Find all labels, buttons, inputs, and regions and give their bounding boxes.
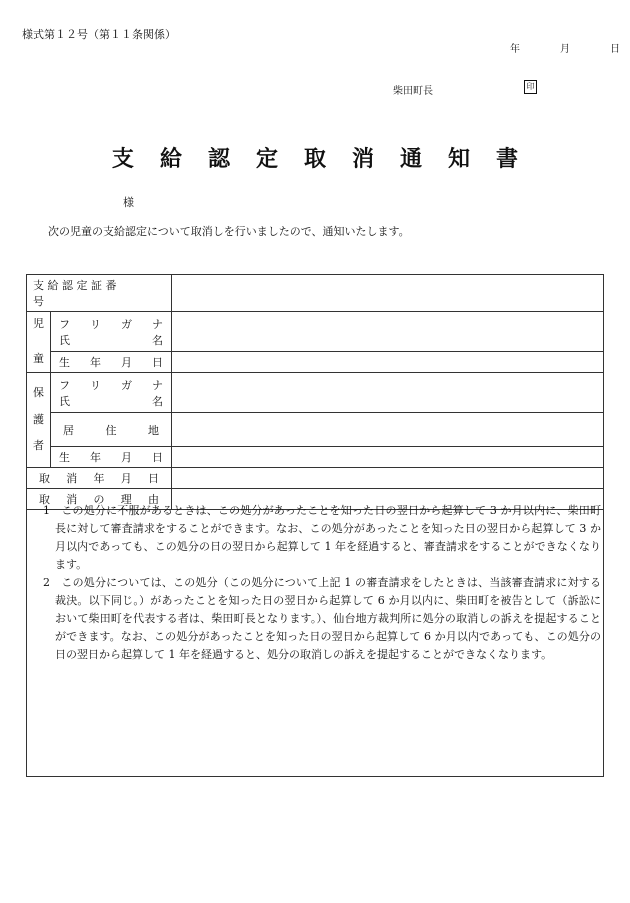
seal-mark: 印	[524, 80, 537, 94]
guardian-group-label: 保 護 者	[27, 373, 51, 468]
child-birth-label: 生 年 月 日	[51, 352, 172, 373]
form-number: 様式第１２号（第１１条関係）	[22, 28, 176, 41]
date-year-label: 年	[510, 44, 520, 55]
appeal-notes	[26, 500, 604, 777]
guardian-name-sub-label: 氏 名	[59, 394, 164, 408]
cancel-reason-label: 取 消 の 理 由	[27, 489, 172, 510]
title-char: 給	[159, 146, 182, 172]
title-char: 取	[303, 146, 326, 172]
addressee-suffix: 様	[123, 196, 134, 209]
guardian-name-value[interactable]	[172, 373, 604, 413]
guardian-furigana-label: フ リ ガ ナ	[59, 378, 163, 392]
document-title	[0, 142, 630, 173]
note-item: 1 この処分に不服があるときは、この処分があったことを知った日の翌日から起算して 3 か月以内に、柴田町長に対して審査請求をすることができます。なお、この処分があったことを知った日の翌日から起算して 3 か月以内であっても、この処分の日の翌日から起算して 1 年を経過すると、審査請求をすることができなくなります。	[43, 504, 601, 571]
child-furigana-label: フ リ ガ ナ	[59, 317, 163, 331]
note-item: 2 この処分については、この処分（この処分について上記 1 の審査請求をしたときは、当該審査請求に対する裁決。以下同じ。）があったことを知った日の翌日から起算して 6 か月以内に、柴田町を被告として（訴訟において柴田町を代表する者は、柴田町長となります。）、仙台地方裁判所に処分の取消しの訴えを提起することができます。なお、この処分があったことを知った日の翌日から起算して 6 か月以内であっても、この処分の日の翌日から起算して 1 年を経過すると、処分の取消しの訴えを提起することができなくなります。	[43, 576, 601, 661]
child-name-value[interactable]	[172, 312, 604, 352]
guardian-birth-value[interactable]	[172, 447, 604, 468]
title-char: 知	[448, 146, 471, 172]
guardian-name-label	[51, 373, 172, 413]
child-name-sub-label: 氏 名	[59, 333, 164, 347]
date-day-label: 日	[610, 44, 620, 55]
title-char: 通	[400, 146, 423, 172]
issue-date	[510, 40, 620, 55]
title-char: 書	[496, 146, 519, 172]
cert-number-label: 支 給 認 定 証 番 号	[27, 275, 172, 312]
intro-text: 次の児童の支給認定について取消しを行いましたので、通知いたします。	[48, 225, 410, 238]
child-birth-value[interactable]	[172, 352, 604, 373]
table-row	[27, 468, 604, 489]
child-group-label: 児 童	[27, 312, 51, 373]
table-row	[27, 275, 604, 312]
cancellation-table	[26, 274, 604, 510]
table-row	[27, 352, 604, 373]
title-char: 消	[352, 146, 375, 172]
cancel-date-value[interactable]	[172, 468, 604, 489]
child-name-label	[51, 312, 172, 352]
table-row	[27, 373, 604, 413]
guardian-address-value[interactable]	[172, 413, 604, 447]
issuer-name: 柴田町長	[393, 86, 433, 97]
table-row	[27, 413, 604, 447]
date-month-label: 月	[560, 44, 570, 55]
guardian-birth-label: 生 年 月 日	[51, 447, 172, 468]
table-row	[27, 447, 604, 468]
cert-number-value[interactable]	[172, 275, 604, 312]
cancel-date-label: 取 消 年 月 日	[27, 468, 172, 489]
guardian-address-label: 居 住 地	[51, 413, 172, 447]
table-row	[27, 312, 604, 352]
title-char: 定	[255, 146, 278, 172]
title-char: 支	[111, 146, 134, 172]
title-char: 認	[207, 146, 230, 172]
